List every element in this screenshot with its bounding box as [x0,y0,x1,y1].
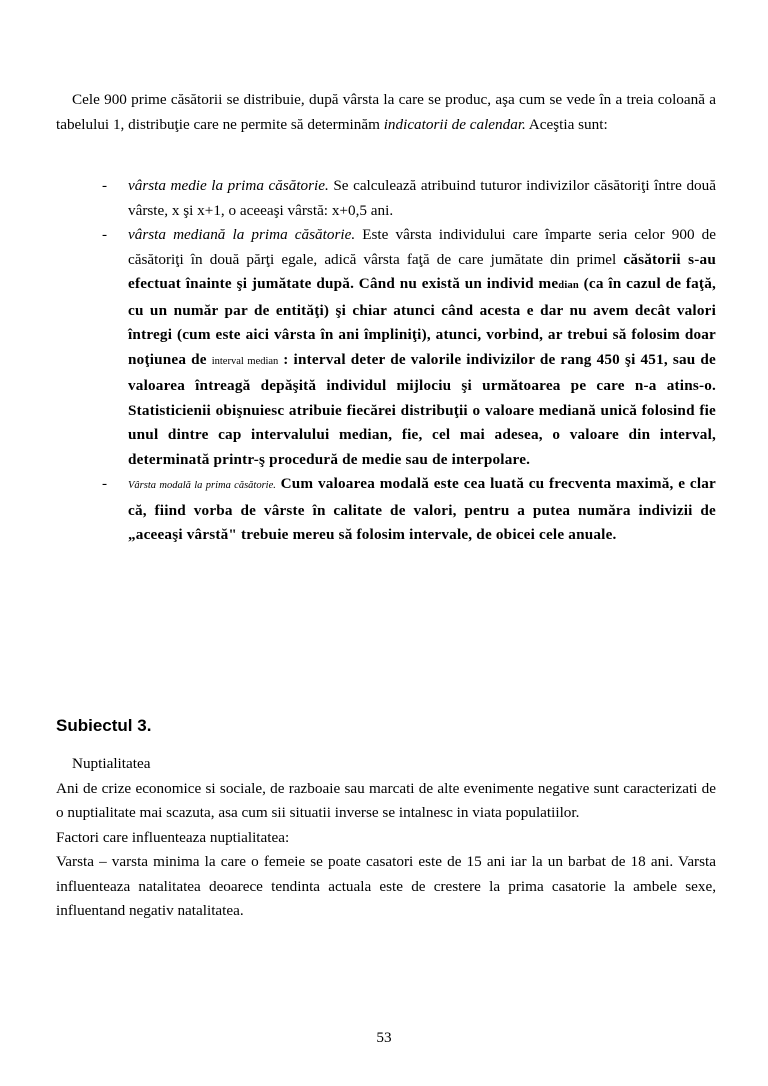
intro-paragraph [56,88,716,137]
list-dash: - [102,226,108,243]
list-dash: - [102,475,108,492]
item-bold-text: Cum valoarea modală este cea luată cu frecventa maximă, e clar că, fiind vorba de vârste în calitate de valori, pentru a putea număra indivizii de „aceeaşi vârstă" trebuie mereu să folosim intervale, de obicei cele anuale. [128,475,716,543]
intro-text-after: Aceştia sunt: [525,115,608,133]
list-item-mean-age [56,174,716,223]
list-item-median-age [56,223,716,472]
intro-text: Cele 900 prime căsătorii se distribuie, după vârsta la care se produc, aşa cum se vede în a treia coloană a tabelului 1, distribuţie care ne permite să determinăm [56,91,716,133]
list-dash: - [102,177,108,194]
item-small-text: interval median [211,355,279,367]
section-paragraph: Ani de crize economice si sociale, de razboaie sau marcati de alte evenimente negative sunt caracterizati de o nuptialitate mai scazuta, asa cum sii situatii inverse se intalnesc in viata populatiilor. [56,779,716,821]
item-term: vârsta medie la prima căsătorie. [128,177,329,194]
heading-period: . [146,716,152,735]
intro-term: indicatorii de calendar. [383,115,526,133]
section-heading [56,714,151,739]
section-subtitle: Nuptialitatea [72,755,151,772]
item-bold-text: căsătorii s-au efectuat înainte şi jumătate după. Când nu există un individ me [128,250,716,292]
item-bold-text: (ca în cazul de faţă, cu un număr par de entităţi) şi chiar atunci când acesta e dar nu avem decât valori întregi (cum este aici vârsta în ani împliniţi), atunci, vorbind, ar trebui să folosim doar noţiunea de [128,275,716,368]
section-body [56,752,716,924]
item-term: Vârsta modală la prima căsătorie. [128,480,276,491]
indicator-list [56,174,716,548]
section-paragraph: Varsta – varsta minima la care o femeie se poate casatori este de 15 ani iar la un barbat de 18 ani. Varsta influenteaza natalitatea deoarece tendinta actuala este de crestere la prima casatorie la ambele sexe, influentand negativ natalitatea. [56,853,716,919]
item-text: Este vârsta individului care împarte seria celor 900 de căsătoriţi în două părţi egale, adică vârsta faţă de care jumătate din primel [128,226,716,268]
section-paragraph: Factori care influenteaza nuptialitatea: [56,828,290,846]
list-item-modal-age [56,472,716,548]
page-number: 53 [376,1029,392,1046]
heading-text: Subiectul [56,716,138,735]
heading-number: 3 [137,716,147,735]
item-small-text: dian [558,280,579,291]
item-term: vârsta mediană la prima căsătorie. [128,226,356,243]
item-bold-text: : interval deter de valorile indivizilor de rang 450 şi 451, sau de valoarea întreagă depăşită individul mijlociu şi următoarea pe care n-a atins-o. Statisticienii obişnuiesc atribuie fiecărei distribuţii o valoare mediană unică folosind fie unul dintre cap intervalului median, fie, cel mai adesea, o valoare din interval, determinată printr-ş procedură de medie sau de interpolare. [128,350,716,468]
item-text: Se calculează atribuind tuturor indivizilor căsătoriţi între două vârste, x şi x+1, o aceeaşi vârstă: x+0,5 ani. [128,177,716,219]
